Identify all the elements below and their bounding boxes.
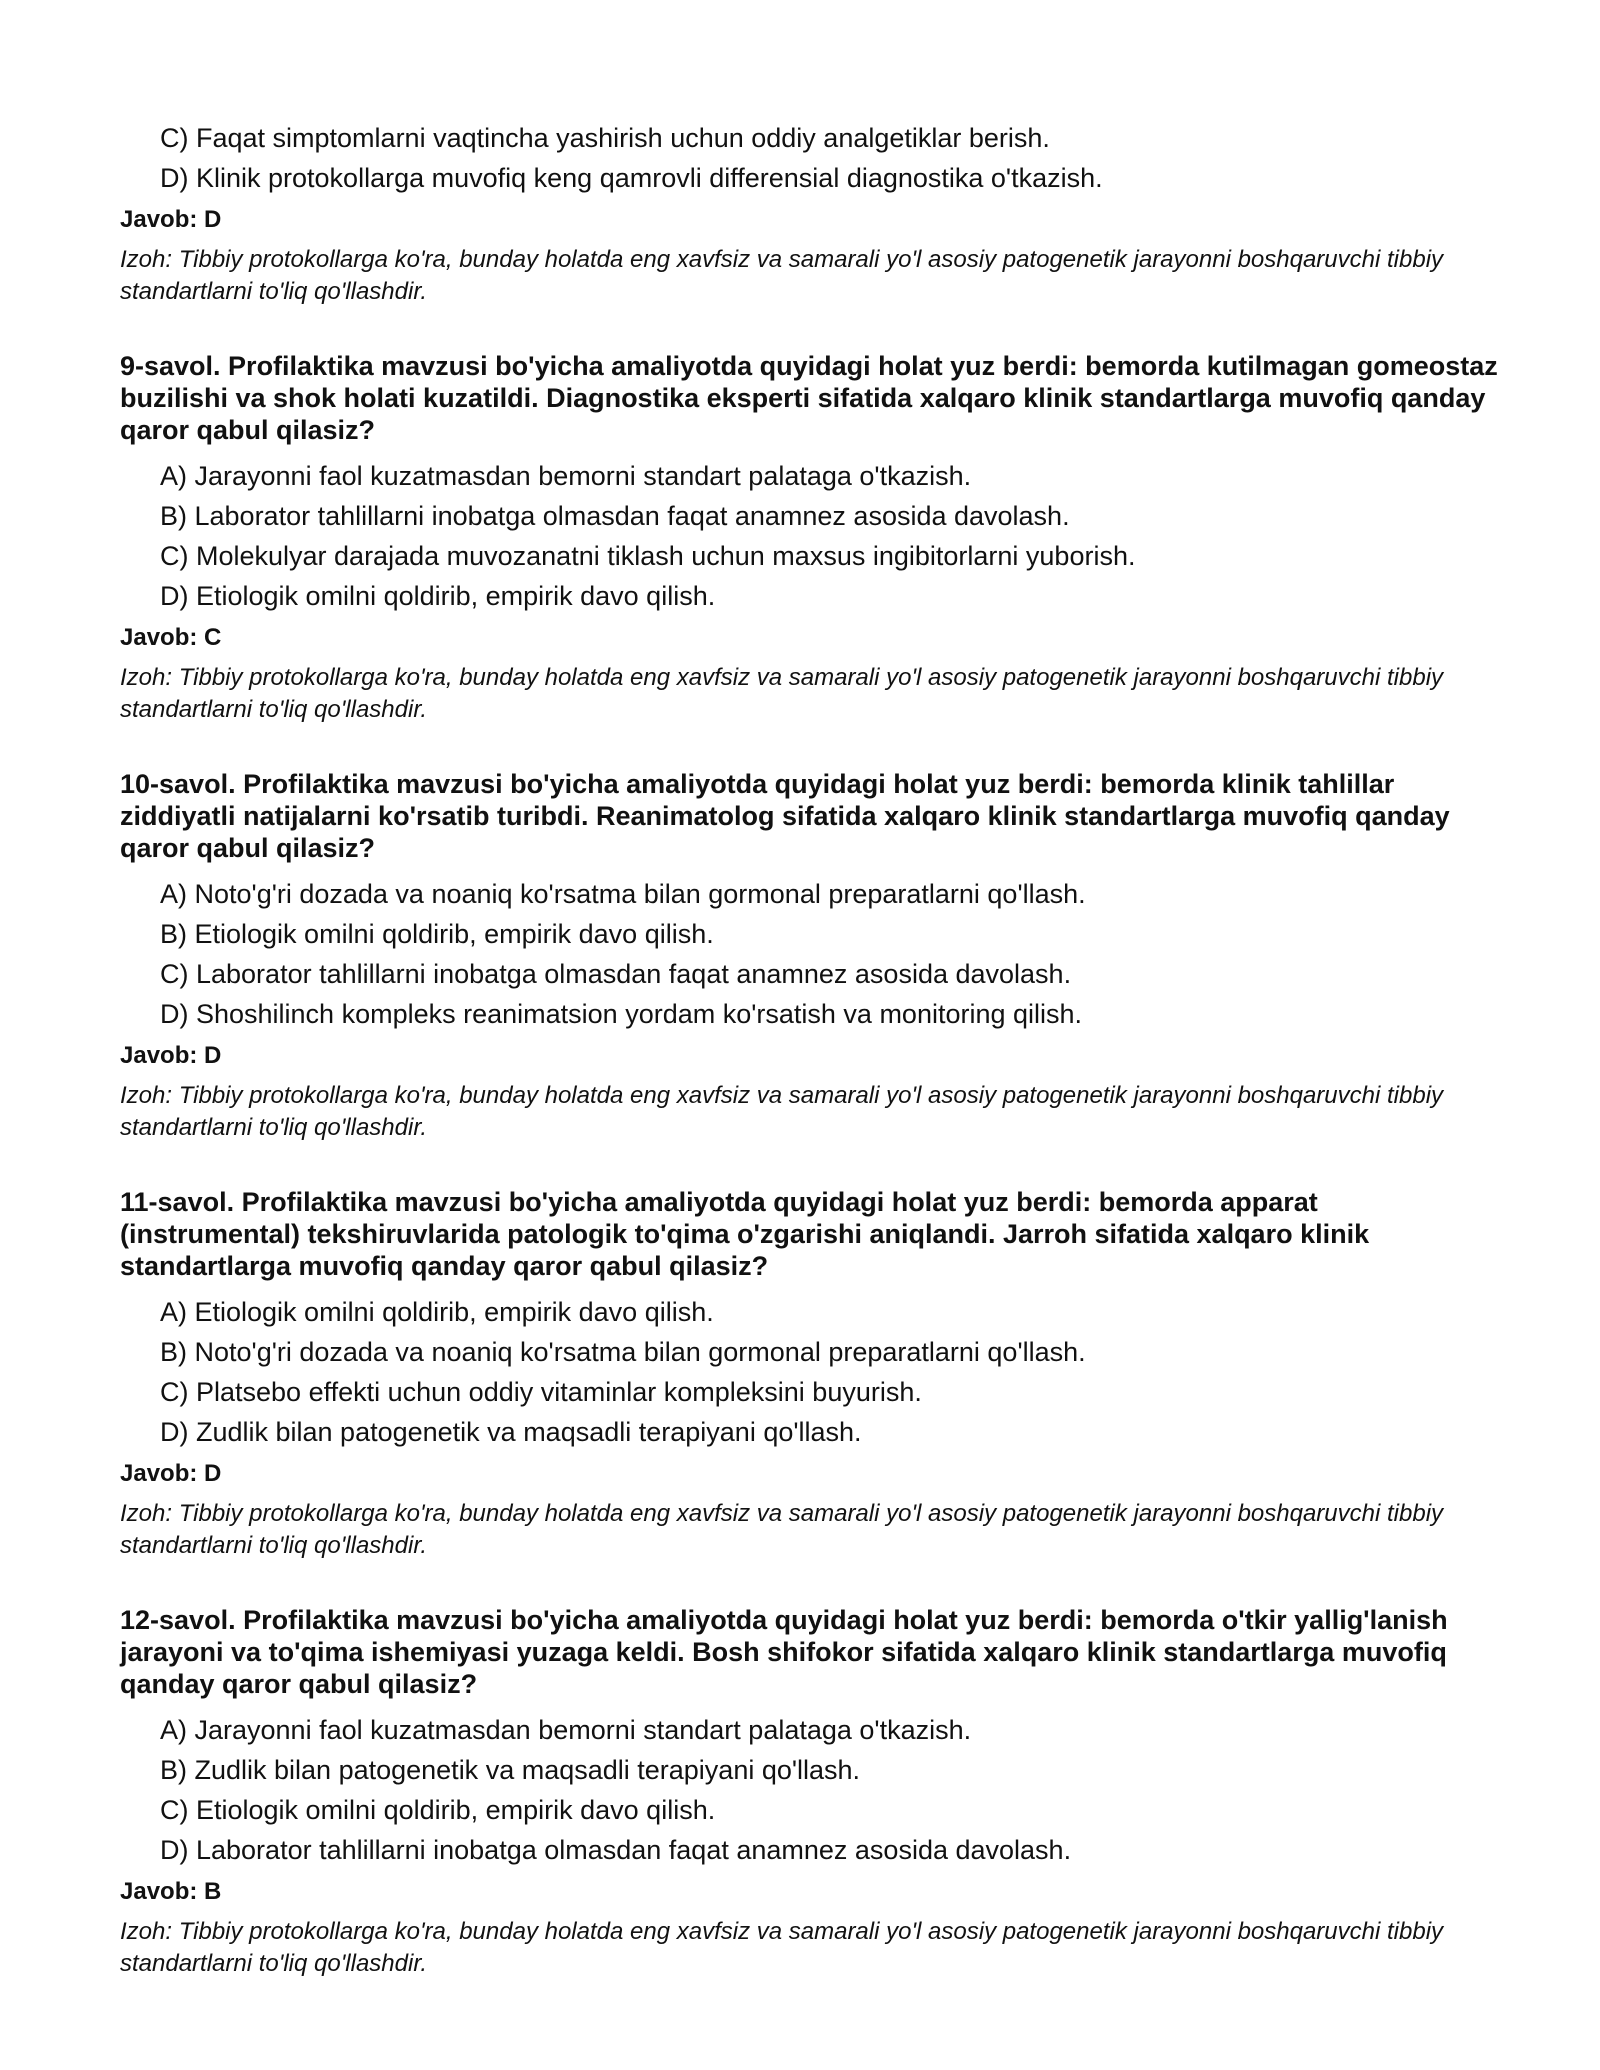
option-d: D) Klinik protokollarga muvofiq keng qamrovli differensial diagnostika o'tkazish.: [160, 163, 1103, 193]
option-d: D) Shoshilinch kompleks reanimatsion yordam ko'rsatish va monitoring qilish.: [160, 999, 1083, 1029]
option-b: B) Noto'g'ri dozada va noaniq ko'rsatma bilan gormonal preparatlarni qo'llash.: [160, 1337, 1086, 1367]
option-a: A) Jarayonni faol kuzatmasdan bemorni standart palataga o'tkazish.: [160, 1715, 972, 1745]
option-c: C) Etiologik omilni qoldirib, empirik davo qilish.: [160, 1795, 716, 1825]
answer-label: Javob: B: [120, 1878, 222, 1905]
explanation-text: Izoh: Tibbiy protokollarga ko'ra, bunday holatda eng xavfsiz va samarali yo'l asosiy patogenetik jarayonni boshqaruvchi tibbiy standartlarni to'liq qo'llashdir.: [120, 1500, 1444, 1559]
option-b: B) Etiologik omilni qoldirib, empirik davo qilish.: [160, 919, 714, 949]
question-text: 9-savol. Profilaktika mavzusi bo'yicha amaliyotda quyidagi holat yuz berdi: bemorda kutilmagan gomeostaz buzilishi va shok holati kuzatildi. Diagnostika eksperti sifatida xalqaro klinik standartlarga muvofiq qanday qaror qabul qilasiz?: [120, 351, 1498, 445]
option-d: D) Etiologik omilni qoldirib, empirik davo qilish.: [160, 581, 716, 611]
option-c: C) Platsebo effekti uchun oddiy vitaminlar kompleksini buyurish.: [160, 1377, 922, 1407]
explanation-text: Izoh: Tibbiy protokollarga ko'ra, bunday holatda eng xavfsiz va samarali yo'l asosiy patogenetik jarayonni boshqaruvchi tibbiy standartlarni to'liq qo'llashdir.: [120, 1918, 1444, 1977]
option-a: A) Noto'g'ri dozada va noaniq ko'rsatma bilan gormonal preparatlarni qo'llash.: [160, 879, 1086, 909]
explanation-text: Izoh: Tibbiy protokollarga ko'ra, bunday holatda eng xavfsiz va samarali yo'l asosiy patogenetik jarayonni boshqaruvchi tibbiy standartlarni to'liq qo'llashdir.: [120, 1082, 1444, 1141]
option-d: D) Laborator tahlillarni inobatga olmasdan faqat anamnez asosida davolash.: [160, 1835, 1072, 1865]
question-block-11: [120, 1186, 1600, 1562]
question-text: 11-savol. Profilaktika mavzusi bo'yicha amaliyotda quyidagi holat yuz berdi: bemorda apparat (instrumental) tekshiruvlarida patologik to'qima o'zgarishi aniqlandi. Jarroh sifatida xalqaro klinik standartlarga muvofiq qanday qaror qabul qilasiz?: [120, 1187, 1370, 1281]
question-text: 10-savol. Profilaktika mavzusi bo'yicha amaliyotda quyidagi holat yuz berdi: bemorda klinik tahlillar ziddiyatli natijalarni ko'rsatib turibdi. Reanimatolog sifatida xalqaro klinik standartlarga muvofiq qanday qaror qabul qilasiz?: [120, 769, 1450, 863]
explanation-text: Izoh: Tibbiy protokollarga ko'ra, bunday holatda eng xavfsiz va samarali yo'l asosiy patogenetik jarayonni boshqaruvchi tibbiy standartlarni to'liq qo'llashdir.: [120, 664, 1444, 723]
answer-label: Javob: D: [120, 1042, 222, 1069]
question-block-10: [120, 768, 1600, 1144]
option-c: C) Laborator tahlillarni inobatga olmasdan faqat anamnez asosida davolash.: [160, 959, 1072, 989]
explanation-text: Izoh: Tibbiy protokollarga ko'ra, bunday holatda eng xavfsiz va samarali yo'l asosiy patogenetik jarayonni boshqaruvchi tibbiy standartlarni to'liq qo'llashdir.: [120, 246, 1444, 305]
question-text: 12-savol. Profilaktika mavzusi bo'yicha amaliyotda quyidagi holat yuz berdi: bemorda o'tkir yallig'lanish jarayoni va to'qima ishemiyasi yuzaga keldi. Bosh shifokor sifatida xalqaro klinik standartlarga muvofiq qanday qaror qabul qilasiz?: [120, 1605, 1448, 1699]
option-d: D) Zudlik bilan patogenetik va maqsadli terapiyani qo'llash.: [160, 1417, 862, 1447]
option-c: C) Faqat simptomlarni vaqtincha yashirish uchun oddiy analgetiklar berish.: [160, 123, 1050, 153]
answer-label: Javob: C: [120, 624, 222, 651]
option-b: B) Zudlik bilan patogenetik va maqsadli terapiyani qo'llash.: [160, 1755, 861, 1785]
option-c: C) Molekulyar darajada muvozanatni tiklash uchun maxsus ingibitorlarni yuborish.: [160, 541, 1136, 571]
option-a: A) Jarayonni faol kuzatmasdan bemorni standart palataga o'tkazish.: [160, 461, 972, 491]
question-block-12: [120, 1604, 1600, 1980]
option-b: B) Laborator tahlillarni inobatga olmasdan faqat anamnez asosida davolash.: [160, 501, 1070, 531]
question-8-continuation: [120, 118, 1600, 308]
answer-label: Javob: D: [120, 1460, 222, 1487]
answer-label: Javob: D: [120, 206, 222, 233]
question-block-9: [120, 350, 1600, 726]
option-a: A) Etiologik omilni qoldirib, empirik davo qilish.: [160, 1297, 714, 1327]
